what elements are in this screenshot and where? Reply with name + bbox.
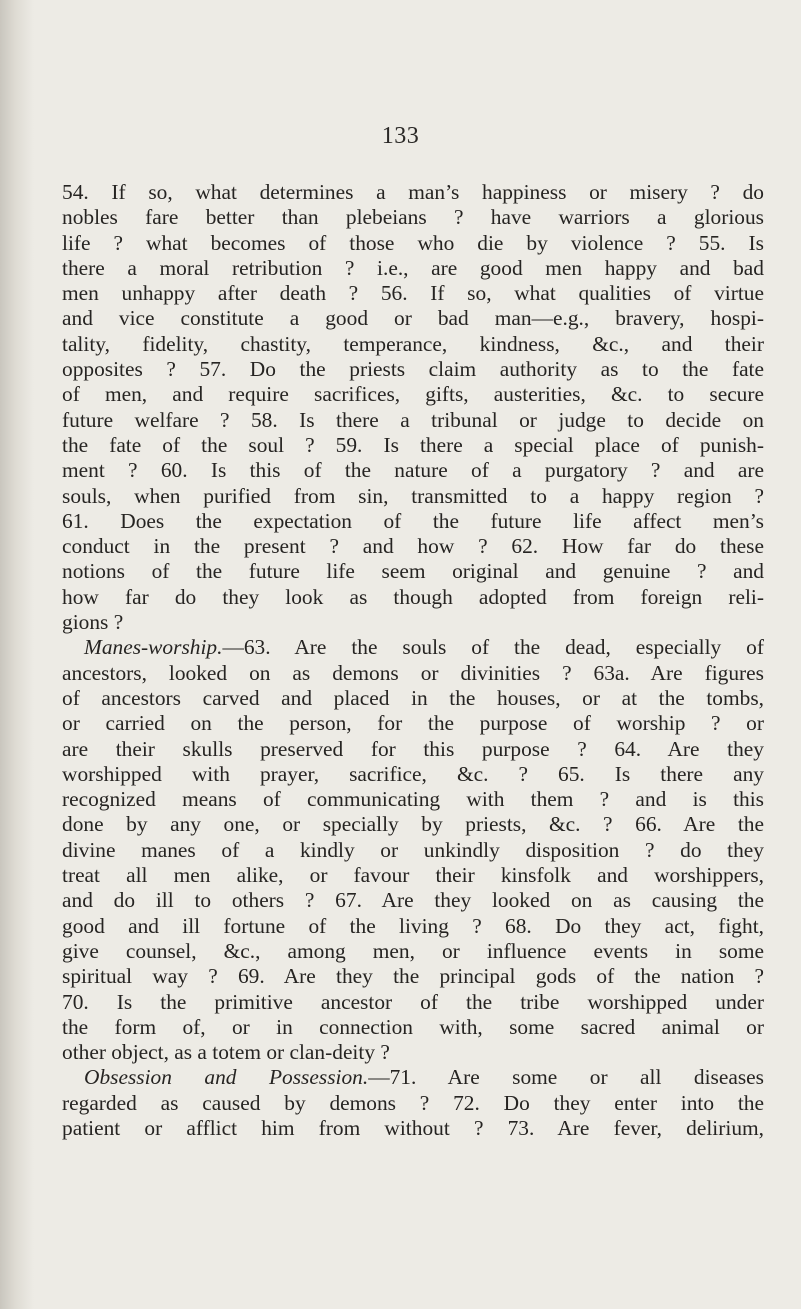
line-text: recognized means of communicating with them ? and is this [62, 787, 764, 812]
text-line [62, 1116, 764, 1141]
line-text: gions ? [62, 610, 124, 635]
text-line [62, 1065, 764, 1090]
line-text: regarded as caused by demons ? 72. Do they enter into the [62, 1090, 764, 1115]
line-text: are their skulls preserved for this purpose ? 64. Are they [62, 736, 764, 761]
text-line [62, 914, 764, 939]
line-text: conduct in the present ? and how ? 62. How far do these [62, 534, 764, 559]
line-text: other object, as a totem or clan-deity ? [62, 1040, 390, 1065]
text-line [62, 559, 764, 584]
text-line [62, 686, 764, 711]
text-line [62, 863, 764, 888]
text-line [62, 458, 764, 483]
line-text: souls, when purified from sin, transmitted to a happy region ? [62, 483, 764, 508]
line-text: the form of, or in connection with, some sacred animal or [62, 1014, 764, 1039]
body-text [62, 180, 764, 1141]
text-line [62, 433, 764, 458]
text-line [62, 762, 764, 787]
text-line [62, 1091, 764, 1116]
line-text: ancestors, looked on as demons or divinities ? 63a. Are figures [62, 660, 764, 685]
text-line [62, 964, 764, 989]
line-text: how far do they look as though adopted from foreign reli- [62, 584, 764, 609]
line-text: ment ? 60. Is this of the nature of a purgatory ? and are [62, 458, 764, 483]
page-number: 133 [381, 123, 420, 149]
line-text: 70. Is the primitive ancestor of the tribe worshipped under [62, 989, 764, 1014]
text-line [62, 231, 764, 256]
line-text: notions of the future life seem original and genuine ? and [62, 559, 764, 584]
line-text: treat all men alike, or favour their kinsfolk and worshippers, [62, 863, 764, 888]
line-text: and vice constitute a good or bad man—e.g., bravery, hospi- [62, 306, 764, 331]
gutter-shadow [0, 0, 34, 1309]
line-text: worshipped with prayer, sacrifice, &c. ? 65. Is there any [62, 761, 764, 786]
text-line [62, 332, 764, 357]
line-text: done by any one, or specially by priests, &c. ? 66. Are the [62, 812, 764, 837]
line-text: —71. Are some or all diseases [368, 1065, 764, 1090]
line-text: 54. If so, what determines a man’s happiness or misery ? do [62, 180, 764, 204]
section-heading: Obsession and Possession. [84, 1065, 369, 1090]
text-line [62, 838, 764, 863]
text-line [62, 256, 764, 281]
text-line [62, 888, 764, 913]
text-line [62, 661, 764, 686]
line-text: of ancestors carved and placed in the houses, or at the tombs, [62, 685, 764, 710]
text-line [62, 939, 764, 964]
line-text: of men, and require sacrifices, gifts, austerities, &c. to secure [62, 382, 764, 407]
text-line [62, 812, 764, 837]
text-line [62, 585, 764, 610]
text-line [62, 534, 764, 559]
line-text: life ? what becomes of those who die by violence ? 55. Is [62, 230, 764, 255]
text-line [62, 180, 764, 205]
text-line [62, 711, 764, 736]
text-line [62, 737, 764, 762]
text-line [62, 382, 764, 407]
line-text: nobles fare better than plebeians ? have warriors a glorious [62, 205, 764, 230]
line-text: tality, fidelity, chastity, temperance, kindness, &c., and their [62, 331, 764, 356]
text-line [62, 990, 764, 1015]
text-line [62, 484, 764, 509]
text-line [62, 1015, 764, 1040]
text-line [62, 635, 764, 660]
line-text: there a moral retribution ? i.e., are good men happy and bad [62, 255, 764, 280]
line-text: the fate of the soul ? 59. Is there a special place of punish- [62, 432, 764, 457]
line-text: men unhappy after death ? 56. If so, what qualities of virtue [62, 281, 764, 306]
text-line [62, 281, 764, 306]
line-text: patient or afflict him from without ? 73. Are fever, delirium, [62, 1115, 764, 1140]
line-text: spiritual way ? 69. Are they the principal gods of the nation ? [62, 964, 764, 989]
text-line [62, 357, 764, 382]
line-text: divine manes of a kindly or unkindly disposition ? do they [62, 837, 764, 862]
text-line [62, 205, 764, 230]
section-heading: Manes-worship. [84, 635, 223, 660]
text-line [62, 306, 764, 331]
line-text: opposites ? 57. Do the priests claim authority as to the fate [62, 357, 764, 382]
line-text: 61. Does the expectation of the future life affect men’s [62, 508, 764, 533]
text-line [62, 509, 764, 534]
line-text: —63. Are the souls of the dead, especially of [222, 635, 764, 660]
text-line [62, 1040, 764, 1065]
line-text: and do ill to others ? 67. Are they looked on as causing the [62, 888, 764, 913]
line-text: good and ill fortune of the living ? 68. Do they act, fight, [62, 913, 764, 938]
text-line [62, 408, 764, 433]
text-line [62, 610, 764, 635]
text-line [62, 787, 764, 812]
line-text: future welfare ? 58. Is there a tribunal or judge to decide on [62, 407, 764, 432]
line-text: or carried on the person, for the purpose of worship ? or [62, 711, 764, 736]
line-text: give counsel, &c., among men, or influence events in some [62, 938, 764, 963]
